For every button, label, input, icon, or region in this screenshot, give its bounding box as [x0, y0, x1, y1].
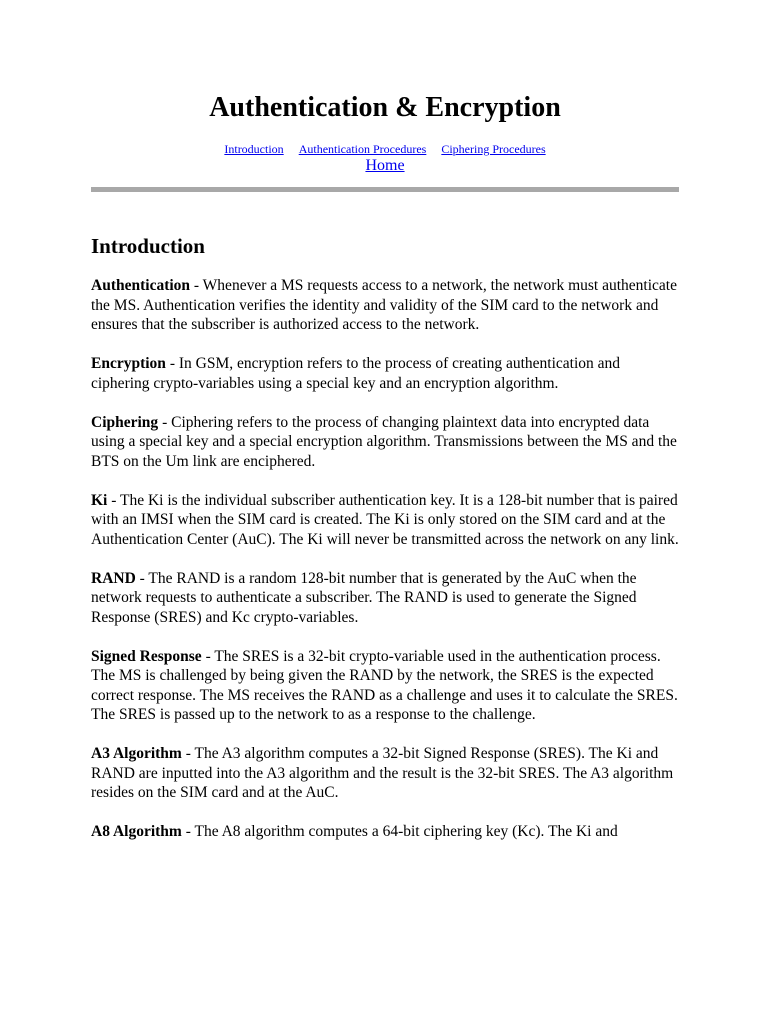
home-nav: [91, 156, 679, 176]
definitions-list: [91, 276, 679, 861]
definition-text: - The Ki is the individual subscriber authentication key. It is a 128-bit number that is paired with an IMSI when the SIM card is created. The Ki is only stored on the SIM card and at the Authentication Center (AuC). The Ki will never be transmitted across the network on any link.: [91, 491, 679, 548]
definition-text: - The A8 algorithm computes a 64-bit ciphering key (Kc). The Ki and: [181, 823, 618, 840]
definition-a8-algorithm: [91, 822, 679, 842]
definition-term: Ki: [91, 491, 108, 509]
section-nav: [91, 141, 679, 157]
definition-term: A3 Algorithm: [91, 745, 182, 762]
definition-authentication: [91, 276, 679, 335]
definition-term: Encryption: [91, 355, 166, 372]
definition-rand: [91, 569, 679, 628]
definition-encryption: [91, 354, 679, 393]
definition-a3-algorithm: [91, 744, 679, 803]
definition-text: - The RAND is a random 128-bit number that is generated by the AuC when the network requests to authenticate a subscriber. The RAND is used to generate the Signed Response (SRES) and Kc crypto-variables.: [91, 569, 637, 626]
definition-text: - The A3 algorithm computes a 32-bit Signed Response (SRES). The Ki and RAND are inputted into the A3 algorithm and the result is the 32-bit SRES. The A3 algorithm resides on the SIM card and at the AuC.: [91, 745, 674, 801]
nav-link-authentication-procedures[interactable]: Authentication Procedures: [298, 142, 427, 156]
nav-link-introduction[interactable]: Introduction: [224, 142, 284, 156]
page-title: Authentication & Encryption: [209, 92, 561, 123]
definition-term: RAND: [91, 569, 136, 587]
definition-signed-response: [91, 647, 679, 725]
definition-term: Signed Response: [91, 647, 202, 665]
definition-text: - Ciphering refers to the process of changing plaintext data into encrypted data using a special key and a special encryption algorithm. Transmissions between the MS and the BTS on the Um link are enciphered.: [91, 413, 677, 470]
definition-text: - The SRES is a 32-bit crypto-variable used in the authentication process. The MS is challenged by being given the RAND by the network, the SRES is the expected correct response. The MS receives the RAND as a challenge and uses it to calculate the SRES. The SRES is passed up to the network to as a response to the challenge.: [91, 647, 678, 723]
definition-ciphering: [91, 413, 679, 472]
definition-term: A8 Algorithm: [91, 823, 182, 840]
horizontal-rule: [91, 187, 679, 192]
nav-link-ciphering-procedures[interactable]: Ciphering Procedures: [441, 142, 546, 156]
section-heading-introduction: Introduction: [91, 234, 205, 258]
definition-ki: [91, 491, 679, 550]
home-link[interactable]: Home: [365, 157, 405, 174]
definition-text: - Whenever a MS requests access to a network, the network must authenticate the MS. Authentication verifies the identity and validity of the SIM card to the network and ensures that the subscriber is authorized access to the network.: [91, 277, 677, 333]
definition-term: Authentication: [91, 277, 191, 294]
definition-term: Ciphering: [91, 413, 159, 431]
definition-text: - In GSM, encryption refers to the process of creating authentication and ciphering crypto-variables using a special key and an encryption algorithm.: [91, 355, 621, 392]
